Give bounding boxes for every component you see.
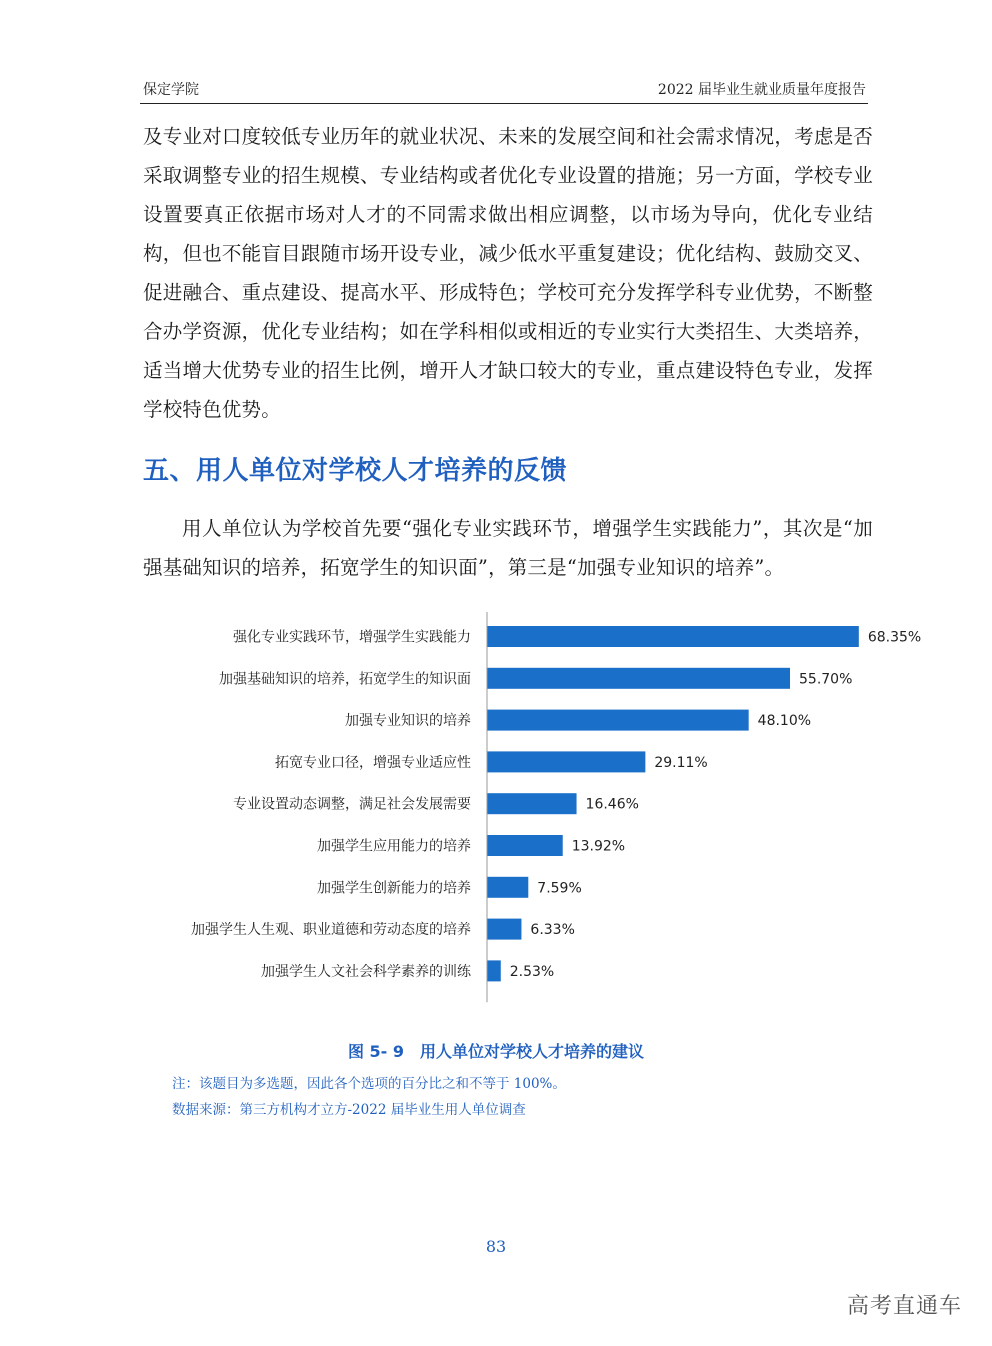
category-label: 拓宽专业口径，增强专业适应性 — [275, 754, 471, 771]
category-label: 强化专业实践环节，增强学生实践能力 — [233, 629, 471, 646]
value-label: 48.10% — [757, 713, 812, 730]
bar — [487, 793, 577, 814]
watermark: 高考直通车 — [846, 1294, 962, 1319]
category-label: 加强学生人文社会科学素养的训练 — [261, 963, 471, 980]
body-paragraph-2: 用人单位认为学校首先要“强化专业实践环节，增强学生实践能力”，其次是“加强基础知识的培养，拓宽学生的知识面”，第三是“加强专业知识的培养”。 — [143, 517, 873, 579]
figure-note: 注：该题目为多选题，因此各个选项的百分比之和不等于 100%。 — [172, 1076, 566, 1092]
value-label: 68.35% — [867, 629, 922, 646]
value-label: 6.33% — [530, 922, 575, 939]
value-label: 13.92% — [571, 838, 626, 855]
value-label: 7.59% — [537, 880, 582, 897]
page-number: 83 — [485, 1237, 507, 1256]
figure-caption: 图 5- 9 用人单位对学校人才培养的建议 — [347, 1042, 645, 1061]
category-label: 加强学生应用能力的培养 — [317, 838, 471, 855]
header-school-name: 保定学院 — [143, 82, 199, 98]
bar — [487, 919, 521, 940]
bar — [487, 960, 501, 981]
value-label: 2.53% — [509, 963, 555, 980]
bar — [487, 668, 790, 689]
body-paragraph-1: 及专业对口度较低专业历年的就业状况、未来的发展空间和社会需求情况，考虑是否采取调整专业的招生规模、专业结构或者优化专业设置的措施；另一方面，学校专业设置要真正依据市场对人才的不同需求做出相应调整，以市场为导向，优化专业结构，但也不能盲目跟随市场开设专业，减少低水平重复建设；优化结构、鼓励交叉、促进融合、重点建设、提高水平、形成特色；学校可充分发挥学科专业优势，不断整合办学资源，优化专业结构；如在学科相似或相近的专业实行大类招生、大类培养，适当增大优势专业的招生比例，增开人才缺口较大的专业，重点建设特色专业，发挥学校特色优势。 — [143, 125, 873, 421]
category-label: 加强学生创新能力的培养 — [317, 880, 471, 897]
bar — [487, 835, 563, 856]
employer-feedback-bar-chart — [150, 600, 922, 1000]
category-label: 加强基础知识的培养，拓宽学生的知识面 — [219, 671, 471, 688]
category-label: 专业设置动态调整，满足社会发展需要 — [233, 796, 471, 813]
category-labels — [191, 629, 472, 980]
category-label: 加强学生人生观、职业道德和劳动态度的培养 — [191, 922, 471, 939]
bar — [487, 877, 528, 898]
value-label: 16.46% — [585, 796, 639, 813]
header-divider — [140, 103, 868, 104]
bar — [487, 751, 645, 772]
figure-source: 数据来源：第三方机构才立方-2022 届毕业生用人单位调查 — [172, 1102, 526, 1118]
bar — [487, 626, 859, 647]
value-label: 55.70% — [799, 671, 853, 688]
bar — [487, 710, 749, 731]
category-label: 加强专业知识的培养 — [345, 713, 471, 730]
section-title: 五、用人单位对学校人才培养的反馈 — [143, 456, 568, 486]
value-label: 29.11% — [654, 754, 708, 771]
header-report-title: 2022 届毕业生就业质量年度报告 — [657, 82, 866, 98]
